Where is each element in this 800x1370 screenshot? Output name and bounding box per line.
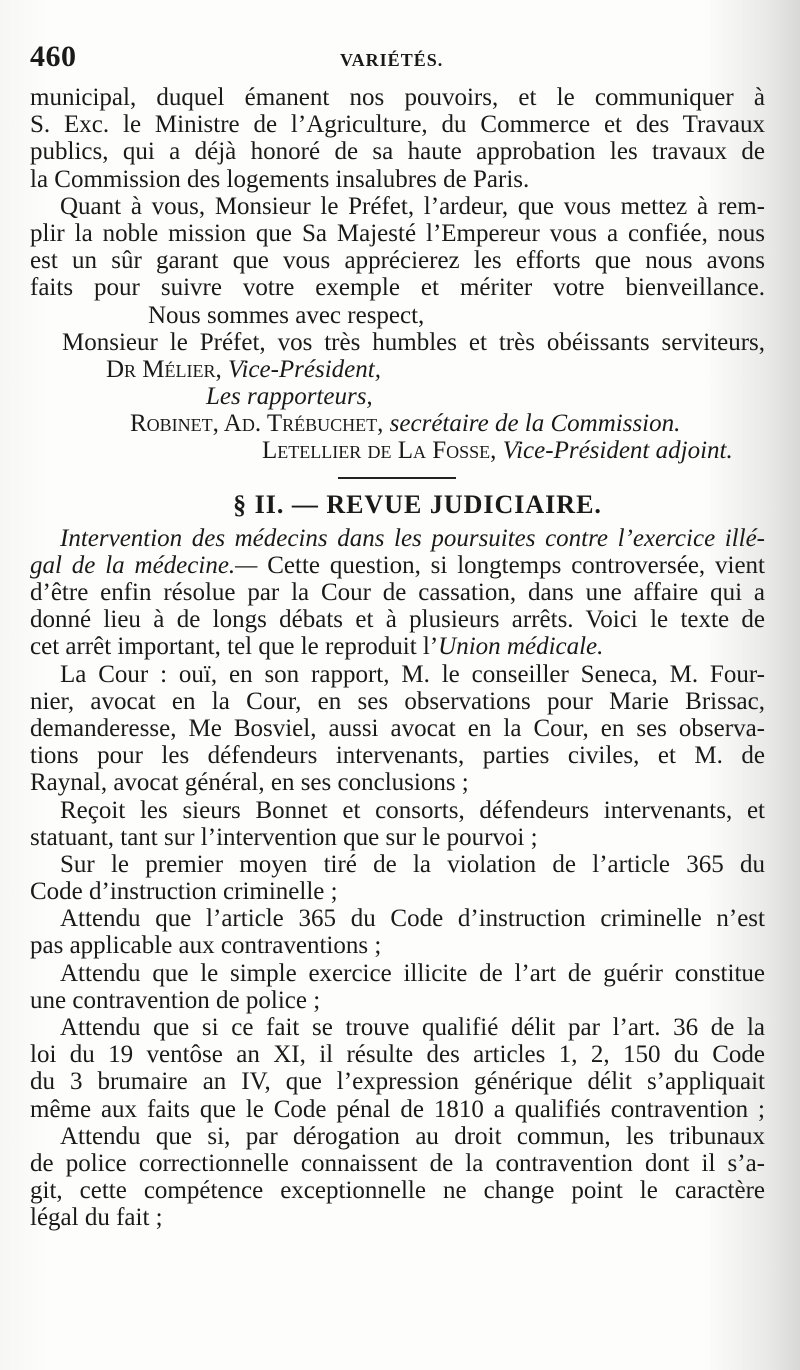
text-line: Intervention des médecins dans les poursuites contre l’exercice illé- (60, 524, 765, 552)
signature-role: Vice-Président adjoint. (502, 437, 733, 465)
signature-melier (30, 356, 765, 383)
text-line (30, 552, 765, 579)
running-title: VARIÉTÉS. (340, 50, 444, 70)
text-line: Raynal, avocat général, en ses conclusions ; (30, 769, 469, 797)
text-line: Reçoit les sieurs Bonnet et consorts, défendeurs intervenants, et (60, 796, 765, 824)
text-line: donné lieu à de longs débats et à plusieurs arrêts. Voici le texte de (30, 606, 765, 634)
signature-role: Vice-Président, (228, 355, 381, 383)
text-line: Attendu que l’article 365 du Code d’instruction criminelle n’est (60, 905, 765, 933)
attendu-paragraph-4 (30, 1123, 765, 1232)
section-title: § II. — REVUE JUDICIAIRE. (233, 489, 602, 519)
text-line: même aux faits que le Code pénal de 1810 a qualifiés contravention ; (30, 1095, 765, 1123)
article-intro (30, 525, 765, 661)
text-line: Attendu que le simple exercice illicite de l’art de guérir constitue (60, 959, 765, 987)
text-line: plir la noble mission que Sa Majesté l’Empereur vous a confiée, nous (30, 219, 765, 247)
text-line: loi du 19 ventôse an XI, il résulte des articles 1, 2, 150 du Code (30, 1041, 765, 1069)
text-line: demanderesse, Me Bosviel, aussi avocat en la Cour, en ses observa- (30, 714, 765, 742)
page-number: 460 (30, 40, 77, 73)
prefect-paragraph (30, 193, 765, 302)
text-line: tions pour les défendeurs intervenants, parties civiles, et M. de (30, 742, 765, 770)
signature-name: Letellier de La Fosse, (262, 437, 497, 465)
text-line: légal du fait ; (30, 1204, 163, 1232)
text-line: S. Exc. le Ministre de l’Agriculture, du Commerce et des Travaux (30, 111, 765, 139)
court-paragraph (30, 661, 765, 797)
text-line: d’être enfin résolue par la Cour de cassation, dans une affaire qui a (30, 579, 765, 606)
signature-role: secrétaire de la Commission. (389, 410, 681, 438)
moyen-paragraph (30, 851, 765, 905)
page-body (30, 84, 765, 1232)
attendu-paragraph-1 (30, 905, 765, 959)
signature-name: Dr Mélier, (106, 355, 222, 383)
lead-rest: Cette question, si longtemps controversée, vient (257, 551, 766, 579)
text-line: pas applicable aux contraventions ; (30, 932, 382, 960)
letter-end-paragraph (30, 84, 765, 193)
journal-title: Union médicale. (438, 633, 604, 661)
text-line: de police correctionnelle connaissent de la contravention dont il s’a- (30, 1149, 765, 1177)
text-line: une contravention de police ; (30, 986, 321, 1014)
attendu-paragraph-2 (30, 960, 765, 1014)
text-line: du 3 brumaire an IV, que l’expression générique délit s’appliquait (30, 1068, 765, 1096)
text-line: Attendu que si, par dérogation au droit commun, les tribunaux (60, 1122, 765, 1150)
text-line: Sur le premier moyen tiré de la violation de l’article 365 du (60, 850, 765, 878)
signature-rapporteurs: Les rapporteurs, (206, 383, 373, 411)
text-line: git, cette compétence exceptionnelle ne change point le caractère (30, 1177, 765, 1205)
text-line: publics, qui a déjà honoré de sa haute approbation les travaux de (30, 138, 765, 166)
closing-block (30, 302, 765, 465)
closing-servants: Monsieur le Préfet, vos très humbles et très obéissants serviteurs, (62, 328, 765, 356)
text-line: la Commission des logements insalubres de Paris. (30, 165, 530, 193)
text-line: statuant, tant sur l’intervention que sur le pourvoi ; (30, 823, 538, 851)
text-line: La Cour : ouï, en son rapport, M. le conseiller Seneca, M. Four- (60, 660, 765, 688)
divider-rule (338, 477, 456, 479)
text-line: faits pour suivre votre exemple et mériter votre bienveillance. (30, 274, 765, 302)
page-header (30, 40, 760, 74)
text-line: nier, avocat en la Cour, en ses observations pour Marie Brissac, (30, 687, 765, 715)
text-line: Attendu que si ce fait se trouve qualifié délit par l’art. 36 de la (60, 1014, 765, 1041)
attendu-paragraph-3 (30, 1014, 765, 1123)
text-line: est un sûr garant que vous apprécierez les efforts que nous avons (30, 247, 765, 275)
section-divider (30, 465, 765, 491)
text-run: cet arrêt important, tel que le reproduit l’ (30, 633, 439, 661)
text-line: Code d’instruction criminelle ; (30, 878, 338, 906)
text-line (30, 633, 765, 660)
closing-respect: Nous sommes avec respect, (148, 301, 425, 329)
text-line: Quant à vous, Monsieur le Préfet, l’ardeur, que vous mettez à rem- (60, 192, 765, 220)
signature-robinet-trebuchet (30, 410, 765, 437)
signature-name: Robinet, Ad. Trébuchet, (130, 410, 384, 438)
recoit-paragraph (30, 797, 765, 851)
signature-letellier (30, 437, 765, 464)
text-line: municipal, duquel émanent nos pouvoirs, et le communiquer à (30, 84, 765, 111)
lead-italic: gal de la médecine.— (30, 551, 258, 579)
